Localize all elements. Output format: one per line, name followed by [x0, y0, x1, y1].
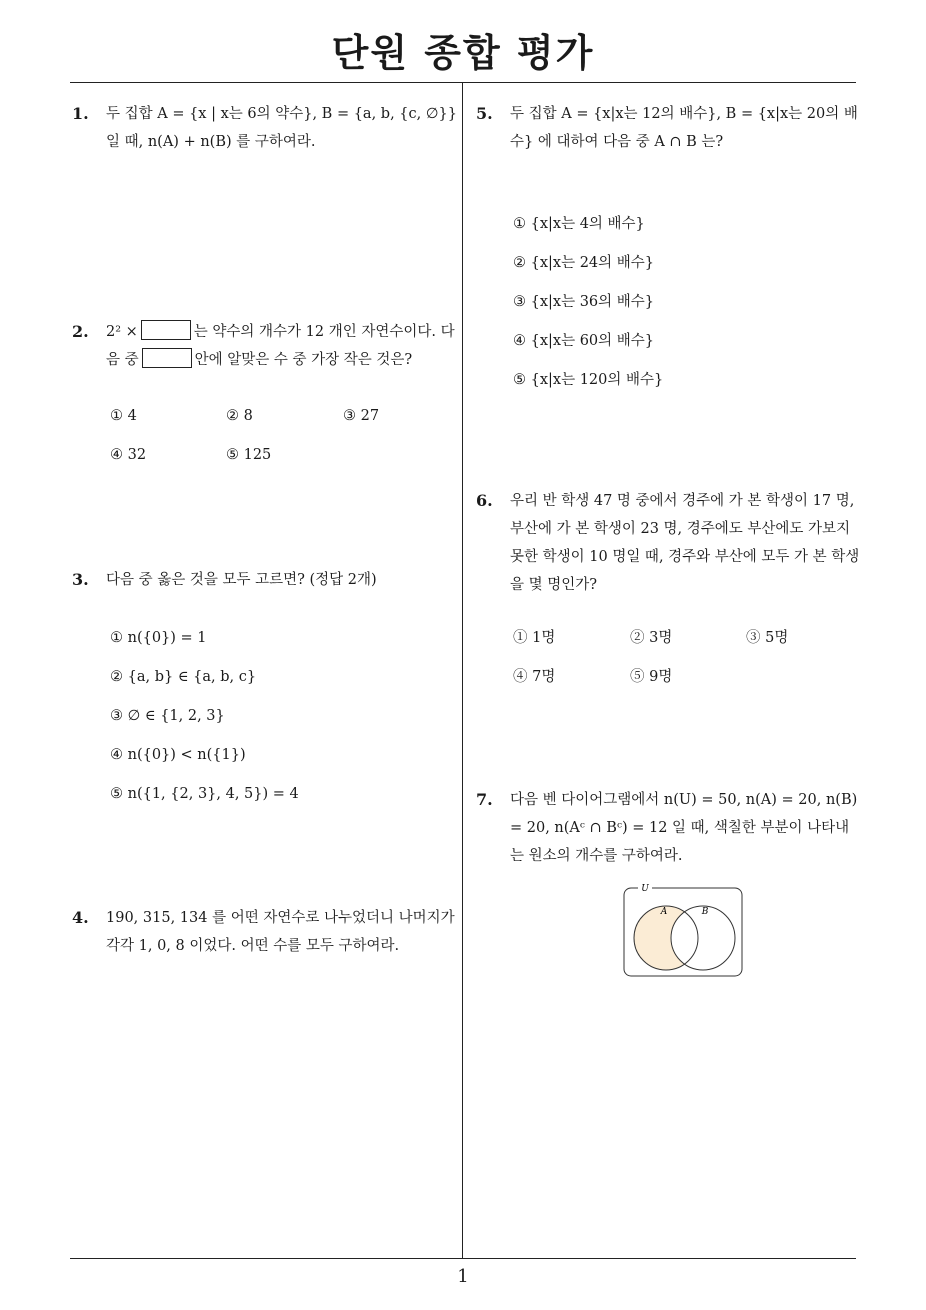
option-4[interactable]: ④ 32 — [110, 447, 147, 463]
question-7 — [476, 786, 860, 870]
option-1[interactable]: ① {x|x는 4의 배수} — [513, 216, 645, 232]
question-text: 두 집합 A = {x|x는 12의 배수}, B = {x|x는 20의 배수} 에 대하여 다음 중 A ∩ B 는? — [510, 106, 858, 150]
question-5 — [476, 100, 860, 156]
option-4[interactable]: ④ n({0}) < n({1}) — [110, 747, 246, 763]
option-3[interactable]: ③ 5명 — [746, 630, 789, 646]
option-4[interactable]: ④ 7명 — [513, 669, 556, 685]
option-3[interactable]: ③ 27 — [343, 408, 380, 424]
question-text-part: 2² × — [106, 324, 138, 340]
option-5[interactable]: ⑤ {x|x는 120의 배수} — [513, 372, 664, 388]
question-number: 4. — [72, 908, 89, 927]
option-1[interactable]: ① 1명 — [513, 630, 556, 646]
column-divider — [462, 83, 463, 1258]
page-title: 단원 종합 평가 — [331, 31, 595, 75]
question-number: 7. — [476, 790, 493, 809]
question-number: 3. — [72, 570, 89, 589]
universal-set-label: U — [641, 884, 649, 894]
question-text: 190, 315, 134 를 어떤 자연수로 나누었더니 나머지가 각각 1, 0, 8 이었다. 어떤 수를 모두 구하여라. — [106, 910, 455, 954]
venn-diagram — [620, 880, 750, 980]
page-number: 1 — [457, 1266, 469, 1287]
option-3[interactable]: ③ {x|x는 36의 배수} — [513, 294, 654, 310]
question-text: 두 집합 A = {x | x는 6의 약수}, B = {a, b, {c, ∅}} 일 때, n(A) + n(B) 를 구하여라. — [106, 106, 457, 150]
answer-blank-box — [142, 348, 192, 368]
question-1 — [72, 100, 458, 156]
option-5[interactable]: ⑤ 125 — [226, 447, 272, 463]
option-5[interactable]: ⑤ 9명 — [630, 669, 673, 685]
question-text-part: 안에 알맞은 수 중 가장 작은 것은? — [194, 352, 413, 368]
question-number: 1. — [72, 104, 89, 123]
set-b-label: B — [701, 907, 709, 917]
question-6 — [476, 487, 860, 599]
question-3 — [72, 566, 458, 594]
bottom-rule — [70, 1258, 856, 1259]
question-4 — [72, 904, 458, 960]
option-5[interactable]: ⑤ n({1, {2, 3}, 4, 5}) = 4 — [110, 786, 299, 802]
option-2[interactable]: ② 8 — [226, 408, 253, 424]
option-1[interactable]: ① 4 — [110, 408, 137, 424]
question-text-part: 는 약수의 개수가 12 개인 자연수이다. 다음 중 — [106, 324, 455, 368]
option-2[interactable]: ② 3명 — [630, 630, 673, 646]
question-number: 5. — [476, 104, 493, 123]
set-a-label: A — [660, 907, 668, 917]
option-4[interactable]: ④ {x|x는 60의 배수} — [513, 333, 654, 349]
answer-blank-box — [141, 320, 191, 340]
question-number: 6. — [476, 491, 493, 510]
option-1[interactable]: ① n({0}) = 1 — [110, 630, 207, 646]
question-text — [106, 318, 458, 374]
question-2 — [72, 318, 458, 374]
option-3[interactable]: ③ ∅ ∈ {1, 2, 3} — [110, 708, 225, 724]
question-text: 다음 벤 다이어그램에서 n(U) = 50, n(A) = 20, n(B) = 20, n(Aᶜ ∩ Bᶜ) = 12 일 때, 색칠한 부분이 나타내는 원소의 개수를 구하여라. — [510, 792, 858, 864]
option-2[interactable]: ② {x|x는 24의 배수} — [513, 255, 654, 271]
question-text: 다음 중 옳은 것을 모두 고르면? (정답 2개) — [106, 572, 377, 588]
question-text: 우리 반 학생 47 명 중에서 경주에 가 본 학생이 17 명, 부산에 가 본 학생이 23 명, 경주에도 부산에도 가보지 못한 학생이 10 명일 때, 경주와 부산에 모두 가 본 학생을 몇 명인가? — [510, 493, 860, 593]
option-2[interactable]: ② {a, b} ∈ {a, b, c} — [110, 669, 257, 685]
question-number: 2. — [72, 322, 89, 341]
top-rule — [70, 82, 856, 83]
